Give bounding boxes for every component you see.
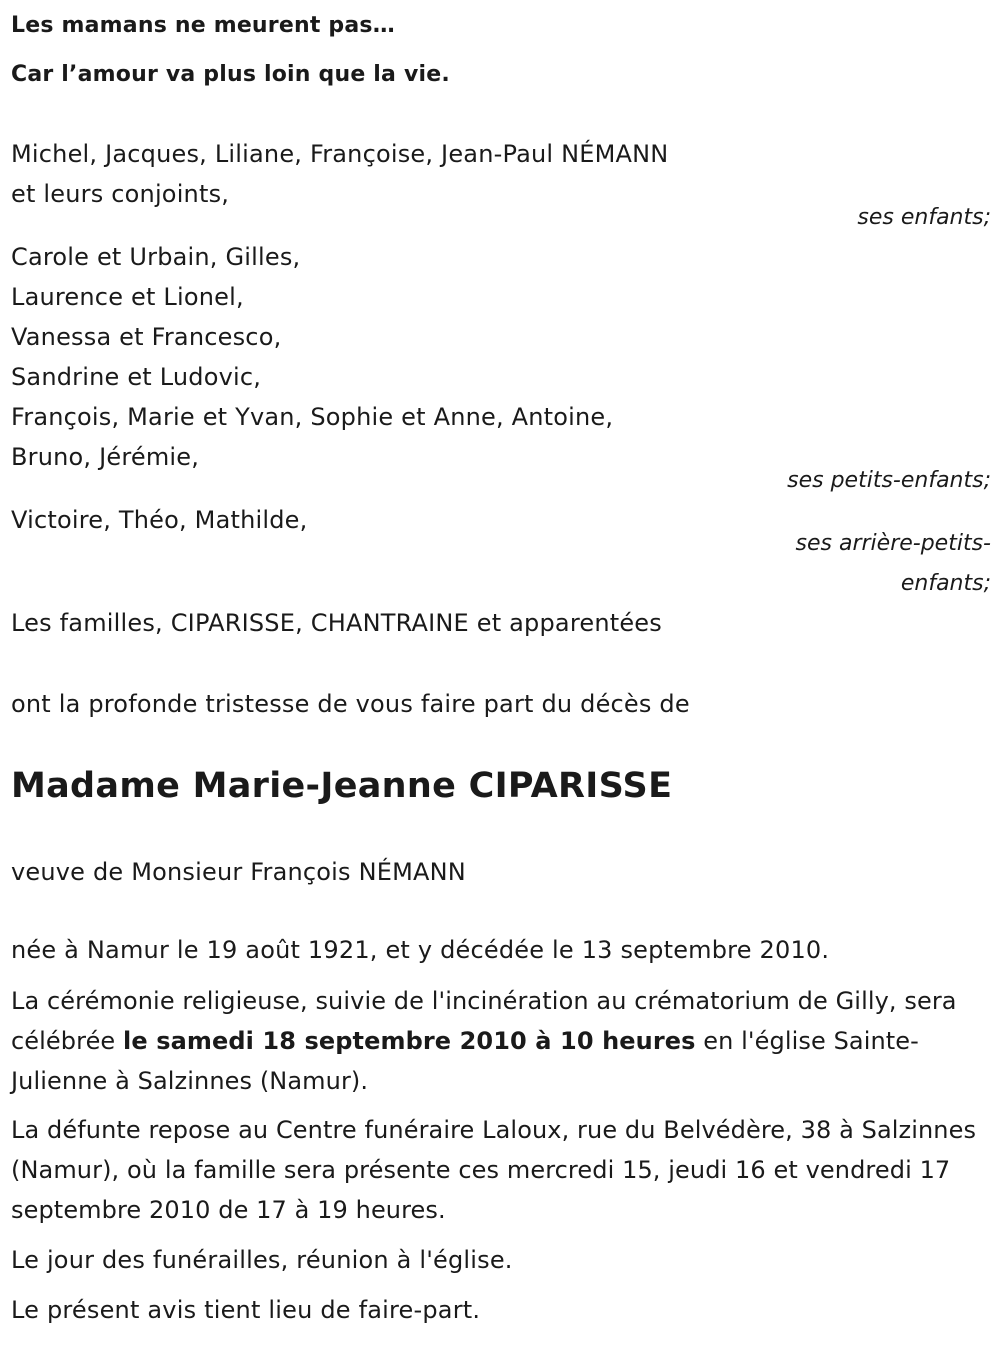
visitation-paragraph: La défunte repose au Centre funéraire Laloux, rue du Belvédère, 38 à Salzinnes (Namur), où la famille sera présente ces mercredi 15, jeudi 16 et vendredi 17 septembre 2010 de 17 à 19 heures.: [11, 1116, 977, 1224]
grandchildren-line: François, Marie et Yvan, Sophie et Anne, Antoine,: [11, 403, 614, 431]
notice-line: Le présent avis tient lieu de faire-part.: [11, 1296, 481, 1324]
deceased-name: Madame Marie-Jeanne CIPARISSE: [11, 766, 673, 806]
epigraph-line-1: Les mamans ne meurent pas…: [11, 13, 395, 38]
grandchildren-role: ses petits-enfants;: [787, 468, 991, 493]
great-grandchildren-role-line-1: ses arrière-petits-: [795, 531, 991, 556]
meeting-line: Le jour des funérailles, réunion à l'église.: [11, 1246, 513, 1274]
ceremony-paragraph: [11, 981, 986, 1101]
epigraph-line-2: Car l’amour va plus loin que la vie.: [11, 62, 450, 87]
ceremony-text-1: La cérémonie religieuse, suivie de l'incinération au crématorium de Gilly, sera célébrée: [11, 987, 957, 1055]
widow-of-line: veuve de Monsieur François NÉMANN: [11, 858, 466, 886]
children-spouses: et leurs conjoints,: [11, 180, 230, 208]
ceremony-text-2: en l'église Sainte-Julienne à Salzinnes (Namur).: [11, 1027, 919, 1095]
grandchildren-line: Bruno, Jérémie,: [11, 443, 200, 471]
great-grandchildren-names: Victoire, Théo, Mathilde,: [11, 506, 308, 534]
announcement-line: ont la profonde tristesse de vous faire part du décès de: [11, 690, 690, 718]
grandchildren-line: Laurence et Lionel,: [11, 283, 244, 311]
birth-death-line: née à Namur le 19 août 1921, et y décédée le 13 septembre 2010.: [11, 936, 830, 964]
children-role: ses enfants;: [857, 205, 991, 230]
families-line: Les familles, CIPARISSE, CHANTRAINE et apparentées: [11, 609, 662, 637]
grandchildren-line: Vanessa et Francesco,: [11, 323, 282, 351]
children-names: Michel, Jacques, Liliane, Françoise, Jean-Paul NÉMANN: [11, 140, 669, 168]
grandchildren-line: Sandrine et Ludovic,: [11, 363, 262, 391]
ceremony-date: le samedi 18 septembre 2010 à 10 heures: [123, 1027, 696, 1055]
grandchildren-line: Carole et Urbain, Gilles,: [11, 243, 301, 271]
great-grandchildren-role-line-2: enfants;: [900, 571, 991, 596]
